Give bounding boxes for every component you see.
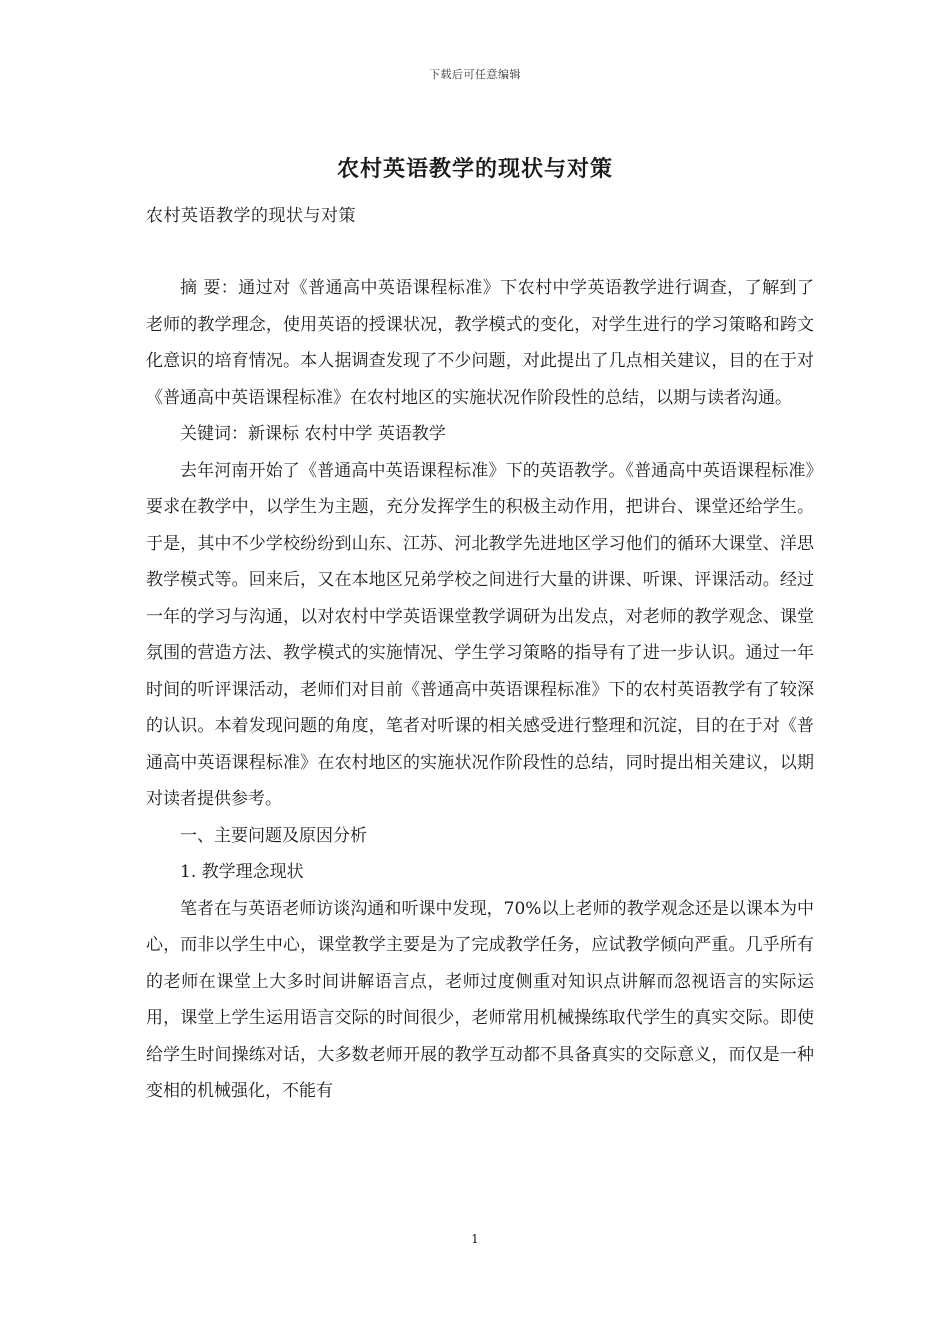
intro-paragraph: 去年河南开始了《普通高中英语课程标准》下的英语教学。《普通高中英语课程标准》要求在教学中，以学生为主题，充分发挥学生的积极主动作用，把讲台、课堂还给学生。于是，其中不少学校纷纷到山东、江苏、河北教学先进地区学习他们的循环大课堂、洋思教学模式等。回来后，又在本地区兄弟学校之间进行大量的讲课、听课、评课活动。经过一年的学习与沟通，以对农村中学英语课堂教学调研为出发点，对老师的教学观念、课堂氛围的营造方法、教学模式的实施情况、学生学习策略的指导有了进一步认识。通过一年时间的听评课活动，老师们对目前《普通高中英语课程标准》下的农村英语教学有了较深的认识。本着发现问题的角度，笔者对听课的相关感受进行整理和沉淀，目的在于对《普通高中英语课程标准》在农村地区的实施状况作阶段性的总结，同时提出相关建议，以期对读者提供参考。 <box>146 460 814 809</box>
page-number: 1 <box>471 1232 479 1246</box>
document-subtitle: 农村英语教学的现状与对策 <box>146 206 356 226</box>
header-note: 下载后可任意编辑 <box>429 68 521 81</box>
document-title: 农村英语教学的现状与对策 <box>336 156 613 182</box>
abstract-paragraph: 摘 要：通过对《普通高中英语课程标准》下农村中学英语教学进行调查，了解到了老师的教学理念，使用英语的授课状况，教学模式的变化，对学生进行的学习策略和跨文化意识的培育情况。本人据调查发现了不少问题，对此提出了几点相关建议，目的在于对《普通高中英语课程标准》在农村地区的实施状况作阶段性的总结，以期与读者沟通。 <box>146 278 814 408</box>
document-body <box>146 270 814 1110</box>
body-paragraph: 笔者在与英语老师访谈沟通和听课中发现，70%以上老师的教学观念还是以课本为中心，而非以学生中心，课堂教学主要是为了完成教学任务，应试教学倾向严重。几乎所有的老师在课堂上大多时间讲解语言点，老师过度侧重对知识点讲解而忽视语言的实际运用，课堂上学生运用语言交际的时间很少，老师常用机械操练取代学生的真实交际。即使给学生时间操练对话，大多数老师开展的教学互动都不具备真实的交际意义，而仅是一种变相的机械强化，不能有 <box>146 898 814 1101</box>
subsection-heading: 1. 教学理念现状 <box>180 862 304 882</box>
keywords-line: 关键词：新课标 农村中学 英语教学 <box>180 424 446 444</box>
section-heading: 一、主要问题及原因分析 <box>180 825 367 846</box>
